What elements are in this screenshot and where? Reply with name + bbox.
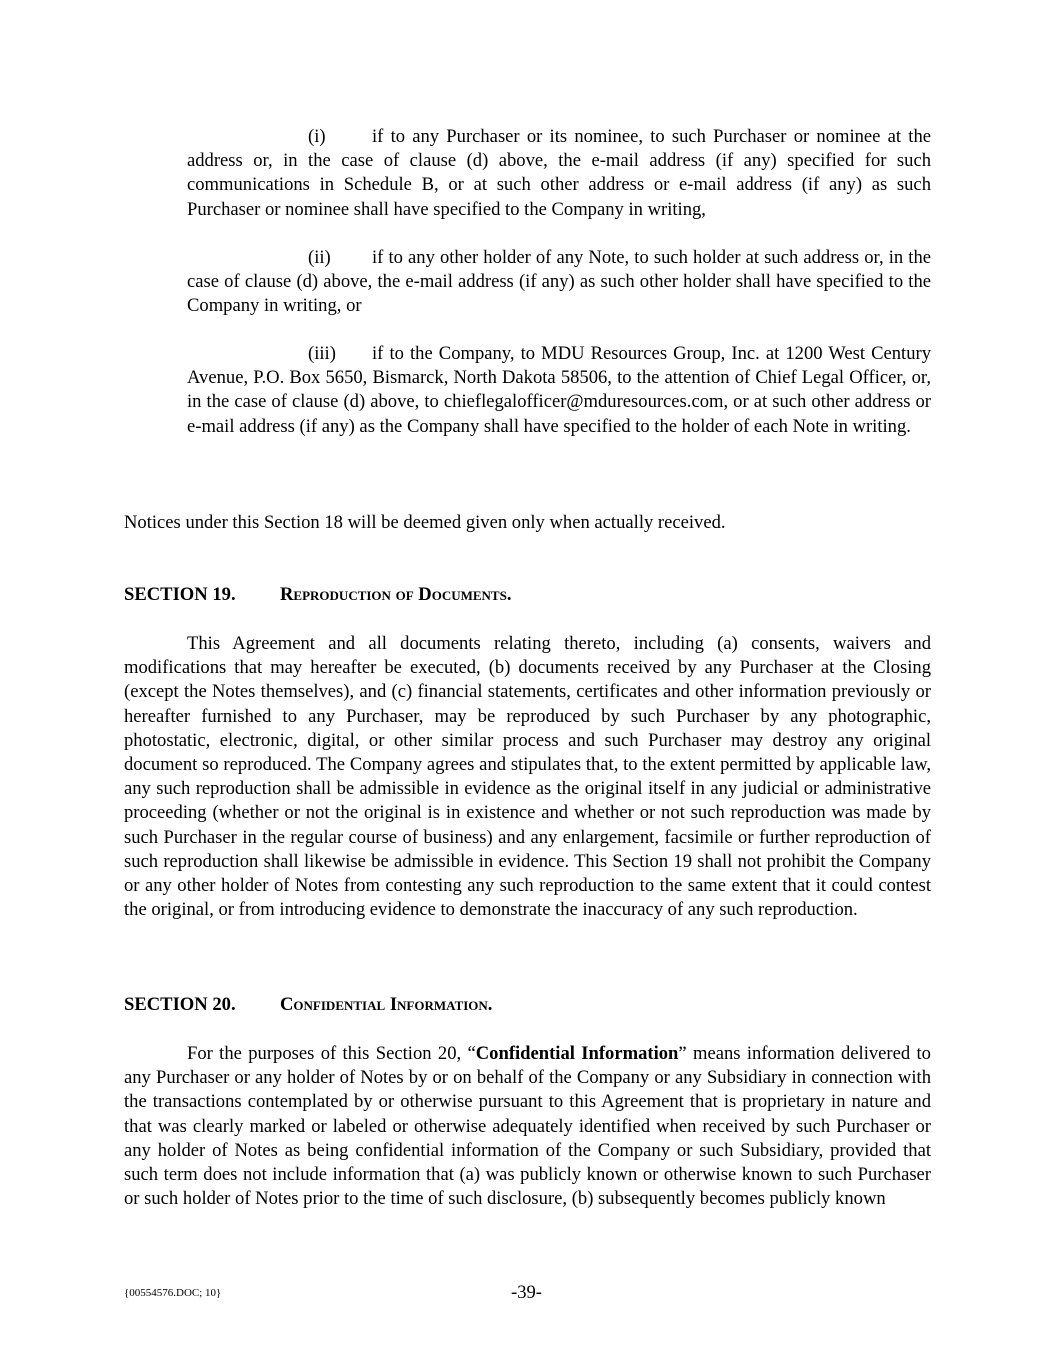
section-19-title: Reproduction of Documents.: [280, 584, 512, 605]
section-20-body-after: ” means information delivered to any Purchaser or any holder of Notes by or on behalf of the Company or any Subsidiary in connection with the transactions contemplated by or otherwise pursuant to this Agreement that is proprietary in nature and that was clearly marked or labeled or otherwise adequately identified when received by such Purchaser or any holder of Notes as being confidential information of the Company or such Subsidiary, provided that such term does not include information that (a) was publicly known or otherwise known to such Purchaser or such holder of Notes prior to the time of such disclosure, (b) subsequently becomes publicly known: [124, 1043, 931, 1210]
clause-i: [187, 125, 931, 222]
clause-iii-text: if to the Company, to MDU Resources Group, Inc. at 1200 West Century Avenue, P.O. Box 5650, Bismarck, North Dakota 58506, to the attention of Chief Legal Officer, or, in the case of clause (d) above, to chieflegalofficer@mduresources.com, or at such other address or e-mail address (if any) as the Company shall have specified to the holder of each Note in writing.: [187, 343, 931, 437]
footer-doc-reference: {00554576.DOC; 10}: [124, 1287, 222, 1299]
section-19-body: This Agreement and all documents relating thereto, including (a) consents, waivers and modifications that may hereafter be executed, (b) documents received by any Purchaser at the Closing (except the Notes themselves), and (c) financial statements, certificates and other information previously or hereafter furnished to any Purchaser, may be reproduced by such Purchaser by any photographic, photostatic, electronic, digital, or other similar process and such Purchaser may destroy any original document so reproduced. The Company agrees and stipulates that, to the extent permitted by applicable law, any such reproduction shall be admissible in evidence as the original itself in any judicial or administrative proceeding (whether or not the original is in existence and whether or not such reproduction was made by such Purchaser in the regular course of business) and any enlargement, facsimile or further reproduction of such reproduction shall likewise be admissible in evidence. This Section 19 shall not prohibit the Company or any other holder of Notes from contesting any such reproduction to the same extent that it could contest the original, or from introducing evidence to demonstrate the inaccuracy of any such reproduction.: [124, 633, 931, 921]
section-20-title: Confidential Information.: [280, 994, 493, 1015]
section-19-heading: [124, 583, 931, 607]
section-20-body: [124, 1042, 931, 1211]
clause-ii: [187, 246, 931, 319]
section-20-number: SECTION 20.: [124, 994, 236, 1015]
section-20-body-before: For the purposes of this Section 20, “: [187, 1043, 476, 1064]
clause-iii-label: (iii): [308, 343, 336, 364]
section-19-number: SECTION 19.: [124, 584, 236, 605]
clause-i-text: if to any Purchaser or its nominee, to such Purchaser or nominee at the address or, in the case of clause (d) above, the e-mail address (if any) specified for such communications in Schedule B, or at such other address or e-mail address (if any) as such Purchaser or nominee shall have specified to the Company in writing,: [187, 126, 931, 220]
clause-i-label: (i): [308, 126, 326, 147]
page-number: -39-: [511, 1282, 542, 1303]
section-20-heading: [124, 993, 931, 1017]
clause-ii-label: (ii): [308, 247, 331, 268]
notices-paragraph: Notices under this Section 18 will be deemed given only when actually received.: [124, 512, 726, 533]
clause-ii-text: if to any other holder of any Note, to such holder at such address or, in the case of clause (d) above, the e-mail address (if any) as such other holder shall have specified to the Company in writing, or: [187, 247, 931, 317]
defined-term: Confidential Information: [475, 1043, 679, 1064]
clause-iii: [187, 342, 931, 439]
footer-page-number-wrap: [0, 1281, 1055, 1305]
